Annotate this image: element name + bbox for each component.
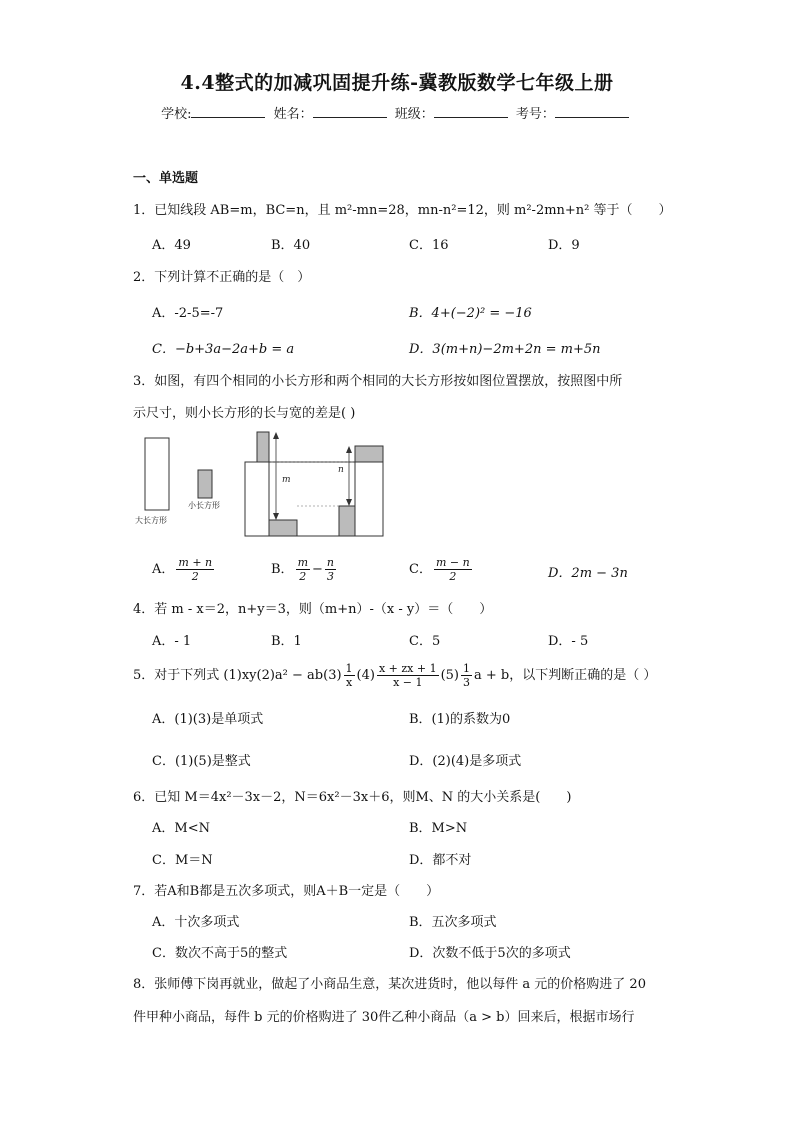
question-5-stem — [133, 662, 656, 689]
question-5-option-a[interactable]: A．(1)(3)是单项式 — [152, 712, 264, 727]
question-6-stem: 6．已知 M＝4x²－3x－2，N＝6x²－3x＋6，则M、N 的大小关系是( ) — [133, 790, 572, 805]
stem-prefix: 5．对于下列式 — [133, 668, 220, 683]
question-7-option-d[interactable]: D．次数不低于5次的多项式 — [409, 946, 571, 961]
section-heading: 一、单选题 — [133, 171, 199, 186]
question-2-option-a[interactable]: A．-2-5=-7 — [152, 306, 224, 321]
fraction-numerator: m — [297, 556, 308, 569]
fraction-denominator: x — [345, 676, 353, 689]
fraction-denominator: 2 — [449, 570, 457, 583]
name-label: 姓名： — [273, 107, 313, 122]
figure-m-label: m — [282, 475, 291, 485]
fraction-numerator: m − n — [435, 556, 470, 569]
question-6-option-c[interactable]: C．M＝N — [152, 853, 213, 868]
question-7-option-c[interactable]: C．数次不高于5的整式 — [152, 946, 288, 961]
question-2-option-c[interactable]: C．−b+3a−2a+b = a — [152, 342, 295, 357]
expression-part: (4) — [356, 668, 375, 683]
question-5-option-d[interactable]: D．(2)(4)是多项式 — [409, 754, 522, 769]
fraction-numerator: m + n — [178, 556, 213, 569]
question-4-option-b[interactable]: B．1 — [271, 634, 302, 649]
question-2-option-b[interactable]: B．4+(−2)² = −16 — [409, 306, 532, 321]
option-b-prefix: B． — [271, 562, 294, 577]
question-1-option-c[interactable]: C．16 — [409, 238, 449, 253]
question-5-option-c[interactable]: C．(1)(5)是整式 — [152, 754, 251, 769]
question-6-option-b[interactable]: B．M>N — [409, 821, 468, 836]
fraction-denominator: 3 — [326, 570, 334, 583]
question-1-stem: 1．已知线段 AB=m，BC=n，且 m²-mn=28，mn-n²=12，则 m²-2mn+n² 等于（ ） — [133, 203, 672, 218]
figure-right-small-top — [355, 446, 383, 462]
question-6-option-a[interactable]: A．M<N — [152, 821, 210, 836]
question-3-option-d[interactable]: D．2m − 3n — [548, 566, 628, 581]
class-blank[interactable] — [434, 105, 508, 118]
option-c-prefix: C． — [409, 562, 432, 577]
figure-n-arrow-head-bottom — [346, 499, 352, 506]
option-b-fraction-2 — [325, 556, 336, 583]
question-7-option-a[interactable]: A．十次多项式 — [152, 915, 240, 930]
figure-outer-frame — [245, 462, 383, 536]
fraction-numerator: n — [326, 556, 334, 569]
question-4-option-a[interactable]: A．- 1 — [152, 634, 192, 649]
school-label: 学校: — [161, 107, 192, 122]
fraction-denominator: 3 — [463, 676, 471, 689]
question-8-line2: 件甲种小商品，每件 b 元的价格购进了 30件乙种小商品（a > b）回来后，根据市场行 — [133, 1010, 635, 1025]
option-b-fraction-1 — [296, 556, 310, 583]
question-7-option-b[interactable]: B．五次多项式 — [409, 915, 497, 930]
figure-n-label: n — [338, 465, 344, 475]
page-title: 4.4整式的加减巩固提升练-冀教版数学七年级上册 — [180, 72, 614, 94]
question-4-option-c[interactable]: C．5 — [409, 634, 441, 649]
question-2-stem: 2．下列计算不正确的是（ ） — [133, 270, 311, 285]
question-6-option-d[interactable]: D．都不对 — [409, 853, 472, 868]
question-4-stem: 4．若 m - x＝2，n+y＝3，则（m+n）-（x - y）＝（ ） — [133, 602, 493, 617]
expression-part: (1)xy(2)a² − ab(3) — [223, 668, 342, 683]
student-info-line — [0, 103, 794, 122]
question-3-stem-line1: 3．如图，有四个相同的小长方形和两个相同的大长方形按如图位置摆放，按照图中所 — [133, 374, 623, 389]
question-3-option-a[interactable] — [152, 556, 216, 583]
question-1-option-a[interactable]: A．49 — [152, 238, 191, 253]
fraction-numerator: x + zx + 1 — [378, 662, 437, 675]
exam-number-label: 考号： — [515, 107, 555, 122]
fraction-denominator: 2 — [191, 570, 199, 583]
question-3-option-b[interactable] — [271, 556, 338, 583]
figure-big-rect — [145, 438, 169, 510]
figure-left-big-rect — [245, 462, 269, 536]
option-a-prefix: A． — [152, 562, 175, 577]
figure-m-arrow-head-top — [273, 432, 279, 439]
fraction-numerator: 1 — [463, 662, 471, 675]
question-1-option-b[interactable]: B．40 — [271, 238, 311, 253]
fraction-3 — [461, 662, 472, 689]
question-1-option-d[interactable]: D．9 — [548, 238, 580, 253]
question-3-figure — [133, 428, 393, 543]
figure-small-rect — [198, 470, 212, 498]
figure-right-small-bottom — [339, 506, 355, 536]
figure-big-label: 大长方形 — [135, 516, 167, 525]
expression-part: a + b，以下判断正确的是（ ） — [474, 668, 657, 683]
name-blank[interactable] — [313, 105, 387, 118]
figure-m-arrow-head-bottom — [273, 513, 279, 520]
school-blank[interactable] — [191, 105, 265, 118]
expression-part: (5) — [440, 668, 460, 683]
fraction-1 — [344, 662, 355, 689]
figure-n-arrow-head-top — [346, 446, 352, 453]
exam-number-blank[interactable] — [555, 105, 629, 118]
figure-left-small-top — [257, 432, 269, 462]
question-5-option-b[interactable]: B．(1)的系数为0 — [409, 712, 511, 727]
fraction-denominator: x − 1 — [393, 676, 423, 689]
figure-right-big-rect — [355, 462, 383, 536]
figure-left-small-bottom — [269, 520, 297, 536]
option-c-fraction — [434, 556, 472, 583]
question-7-stem: 7．若A和B都是五次多项式，则A＋B一定是（ ） — [133, 884, 440, 899]
question-2-option-d[interactable]: D．3(m+n)−2m+2n = m+5n — [409, 342, 601, 357]
fraction-denominator: 2 — [299, 570, 307, 583]
minus-sign: − — [312, 562, 323, 577]
option-a-fraction — [176, 556, 214, 583]
fraction-numerator: 1 — [345, 662, 353, 675]
question-3-stem-line2: 示尺寸，则小长方形的长与宽的差是( ) — [133, 406, 356, 421]
fraction-2 — [377, 662, 439, 689]
question-3-option-c[interactable] — [409, 556, 474, 583]
class-label: 班级： — [394, 107, 434, 122]
question-8-line1: 8．张师傅下岗再就业，做起了小商品生意，某次进货时，他以每件 a 元的价格购进了 20 — [133, 977, 646, 992]
question-4-option-d[interactable]: D．- 5 — [548, 634, 589, 649]
figure-small-label: 小长方形 — [188, 501, 220, 510]
